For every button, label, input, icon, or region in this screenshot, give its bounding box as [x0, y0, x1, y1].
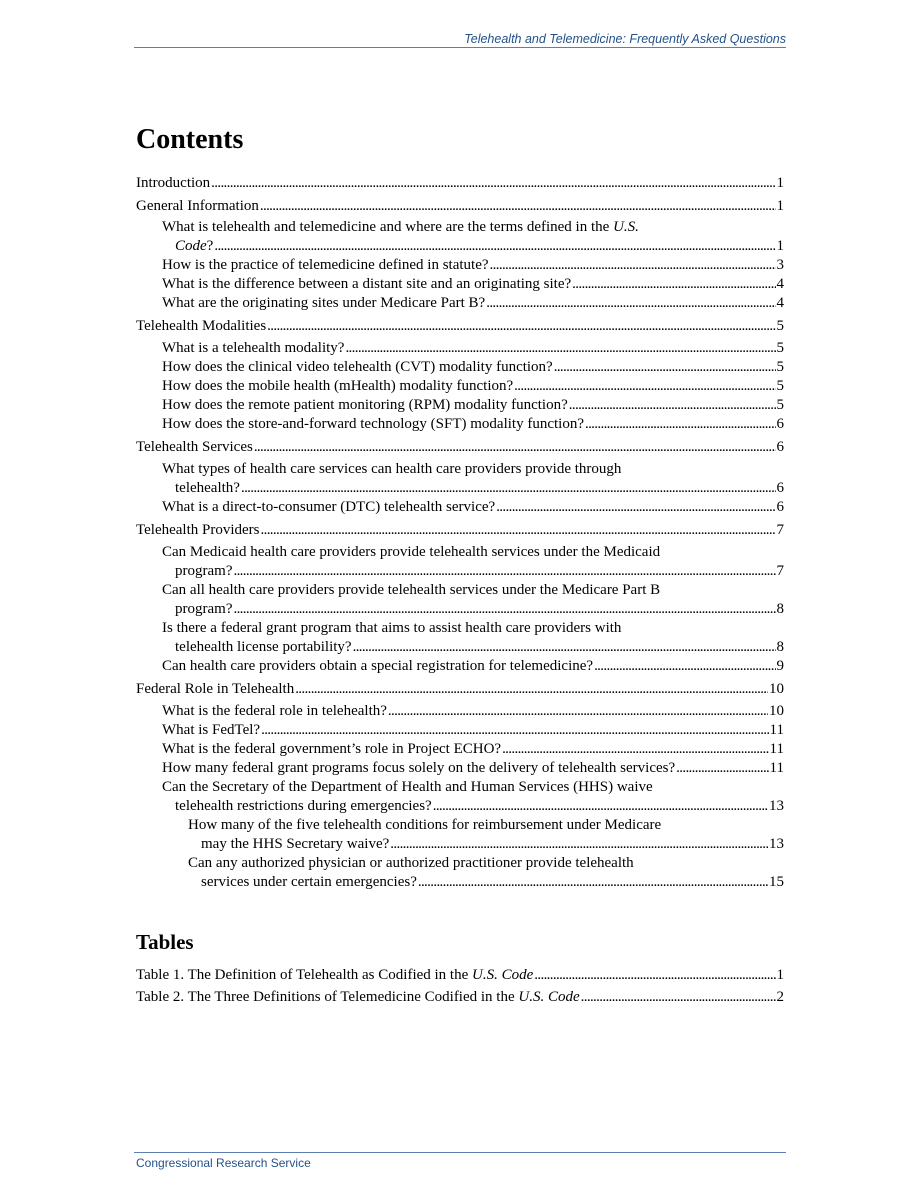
toc-entry-what-is-modality[interactable]: What is a telehealth modality? . . . 5 — [136, 339, 784, 358]
toc-entry-practice-defined[interactable]: How is the practice of telemedicine defined in statute? . . . 3 — [136, 256, 784, 275]
toc-entry-special-registration[interactable]: Can health care providers obtain a special registration for telemedicine? . . . 9 — [136, 657, 784, 676]
footer-rule — [134, 1152, 786, 1153]
table-of-contents — [136, 174, 784, 892]
tables-heading: Tables — [136, 930, 194, 954]
toc-entry-rpm[interactable]: How does the remote patient monitoring (RPM) modality function? . . . 5 — [136, 396, 784, 415]
toc-entry-originating-sites[interactable]: What are the originating sites under Medicare Part B? . . . 4 — [136, 294, 784, 313]
toc-entry-mhealth[interactable]: How does the mobile health (mHealth) modality function? . . . 5 — [136, 377, 784, 396]
toc-entry-fedtel[interactable]: What is FedTel? . . . 11 — [136, 721, 784, 740]
toc-entry-authorized-practitioner[interactable]: Can any authorized physician or authorized practitioner provide telehealth services under certain emergencies? . . . 15 — [136, 854, 784, 892]
footer-publisher: Congressional Research Service — [136, 1156, 311, 1170]
running-header — [134, 30, 786, 48]
toc-entry-telehealth-services[interactable]: Telehealth Services . . . 6 — [136, 438, 784, 457]
toc-entry-grant-programs[interactable]: How many federal grant programs focus solely on the delivery of telehealth services? . . . 11 — [136, 759, 784, 778]
toc-entry-project-echo[interactable]: What is the federal government’s role in Project ECHO? . . . 11 — [136, 740, 784, 759]
toc-entry-telehealth-modalities[interactable]: Telehealth Modalities . . . 5 — [136, 317, 784, 336]
toc-entry-federal-role-question[interactable]: What is the federal role in telehealth? . . . 10 — [136, 702, 784, 721]
toc-entry-sft[interactable]: How does the store-and-forward technology (SFT) modality function? . . . 6 — [136, 415, 784, 434]
list-of-tables — [136, 966, 784, 1010]
toc-entry-what-is-telehealth[interactable]: What is telehealth and telemedicine and where are the terms defined in the U.S. Code? . . . 1 — [136, 218, 784, 256]
toc-entry-general-information[interactable]: General Information . . . 1 — [136, 197, 784, 216]
toc-entry-medicaid-providers[interactable]: Can Medicaid health care providers provide telehealth services under the Medicaid program? . . . 7 — [136, 543, 784, 581]
toc-entry-cvt[interactable]: How does the clinical video telehealth (CVT) modality function? . . . 5 — [136, 358, 784, 377]
toc-entry-medicare-part-b-providers[interactable]: Can all health care providers provide telehealth services under the Medicare Part B program? . . . 8 — [136, 581, 784, 619]
table-entry-1[interactable]: Table 1. The Definition of Telehealth as Codified in the U.S. Code . . . 1 — [136, 966, 784, 985]
toc-entry-telehealth-providers[interactable]: Telehealth Providers . . . 7 — [136, 521, 784, 540]
toc-entry-dtc[interactable]: What is a direct-to-consumer (DTC) telehealth service? . . . 6 — [136, 498, 784, 517]
toc-entry-federal-role[interactable]: Federal Role in Telehealth . . . 10 — [136, 680, 784, 699]
contents-heading: Contents — [136, 124, 244, 155]
toc-entry-five-conditions[interactable]: How many of the five telehealth conditions for reimbursement under Medicare may the HHS Secretary waive? . . . 13 — [136, 816, 784, 854]
toc-entry-hhs-waiver[interactable]: Can the Secretary of the Department of Health and Human Services (HHS) waive telehealth restrictions during emergencies? . . . 13 — [136, 778, 784, 816]
toc-entry-types-of-services[interactable]: What types of health care services can health care providers provide through telehealth? . . . 6 — [136, 460, 784, 498]
toc-entry-introduction[interactable]: Introduction . . . 1 — [136, 174, 784, 193]
toc-entry-license-portability[interactable]: Is there a federal grant program that aims to assist health care providers with telehealth license portability? . . . 8 — [136, 619, 784, 657]
table-entry-2[interactable]: Table 2. The Three Definitions of Telemedicine Codified in the U.S. Code . . . 2 — [136, 988, 784, 1007]
running-title: Telehealth and Telemedicine: Frequently Asked Questions — [464, 32, 786, 46]
toc-entry-distant-vs-originating[interactable]: What is the difference between a distant site and an originating site? . . . 4 — [136, 275, 784, 294]
